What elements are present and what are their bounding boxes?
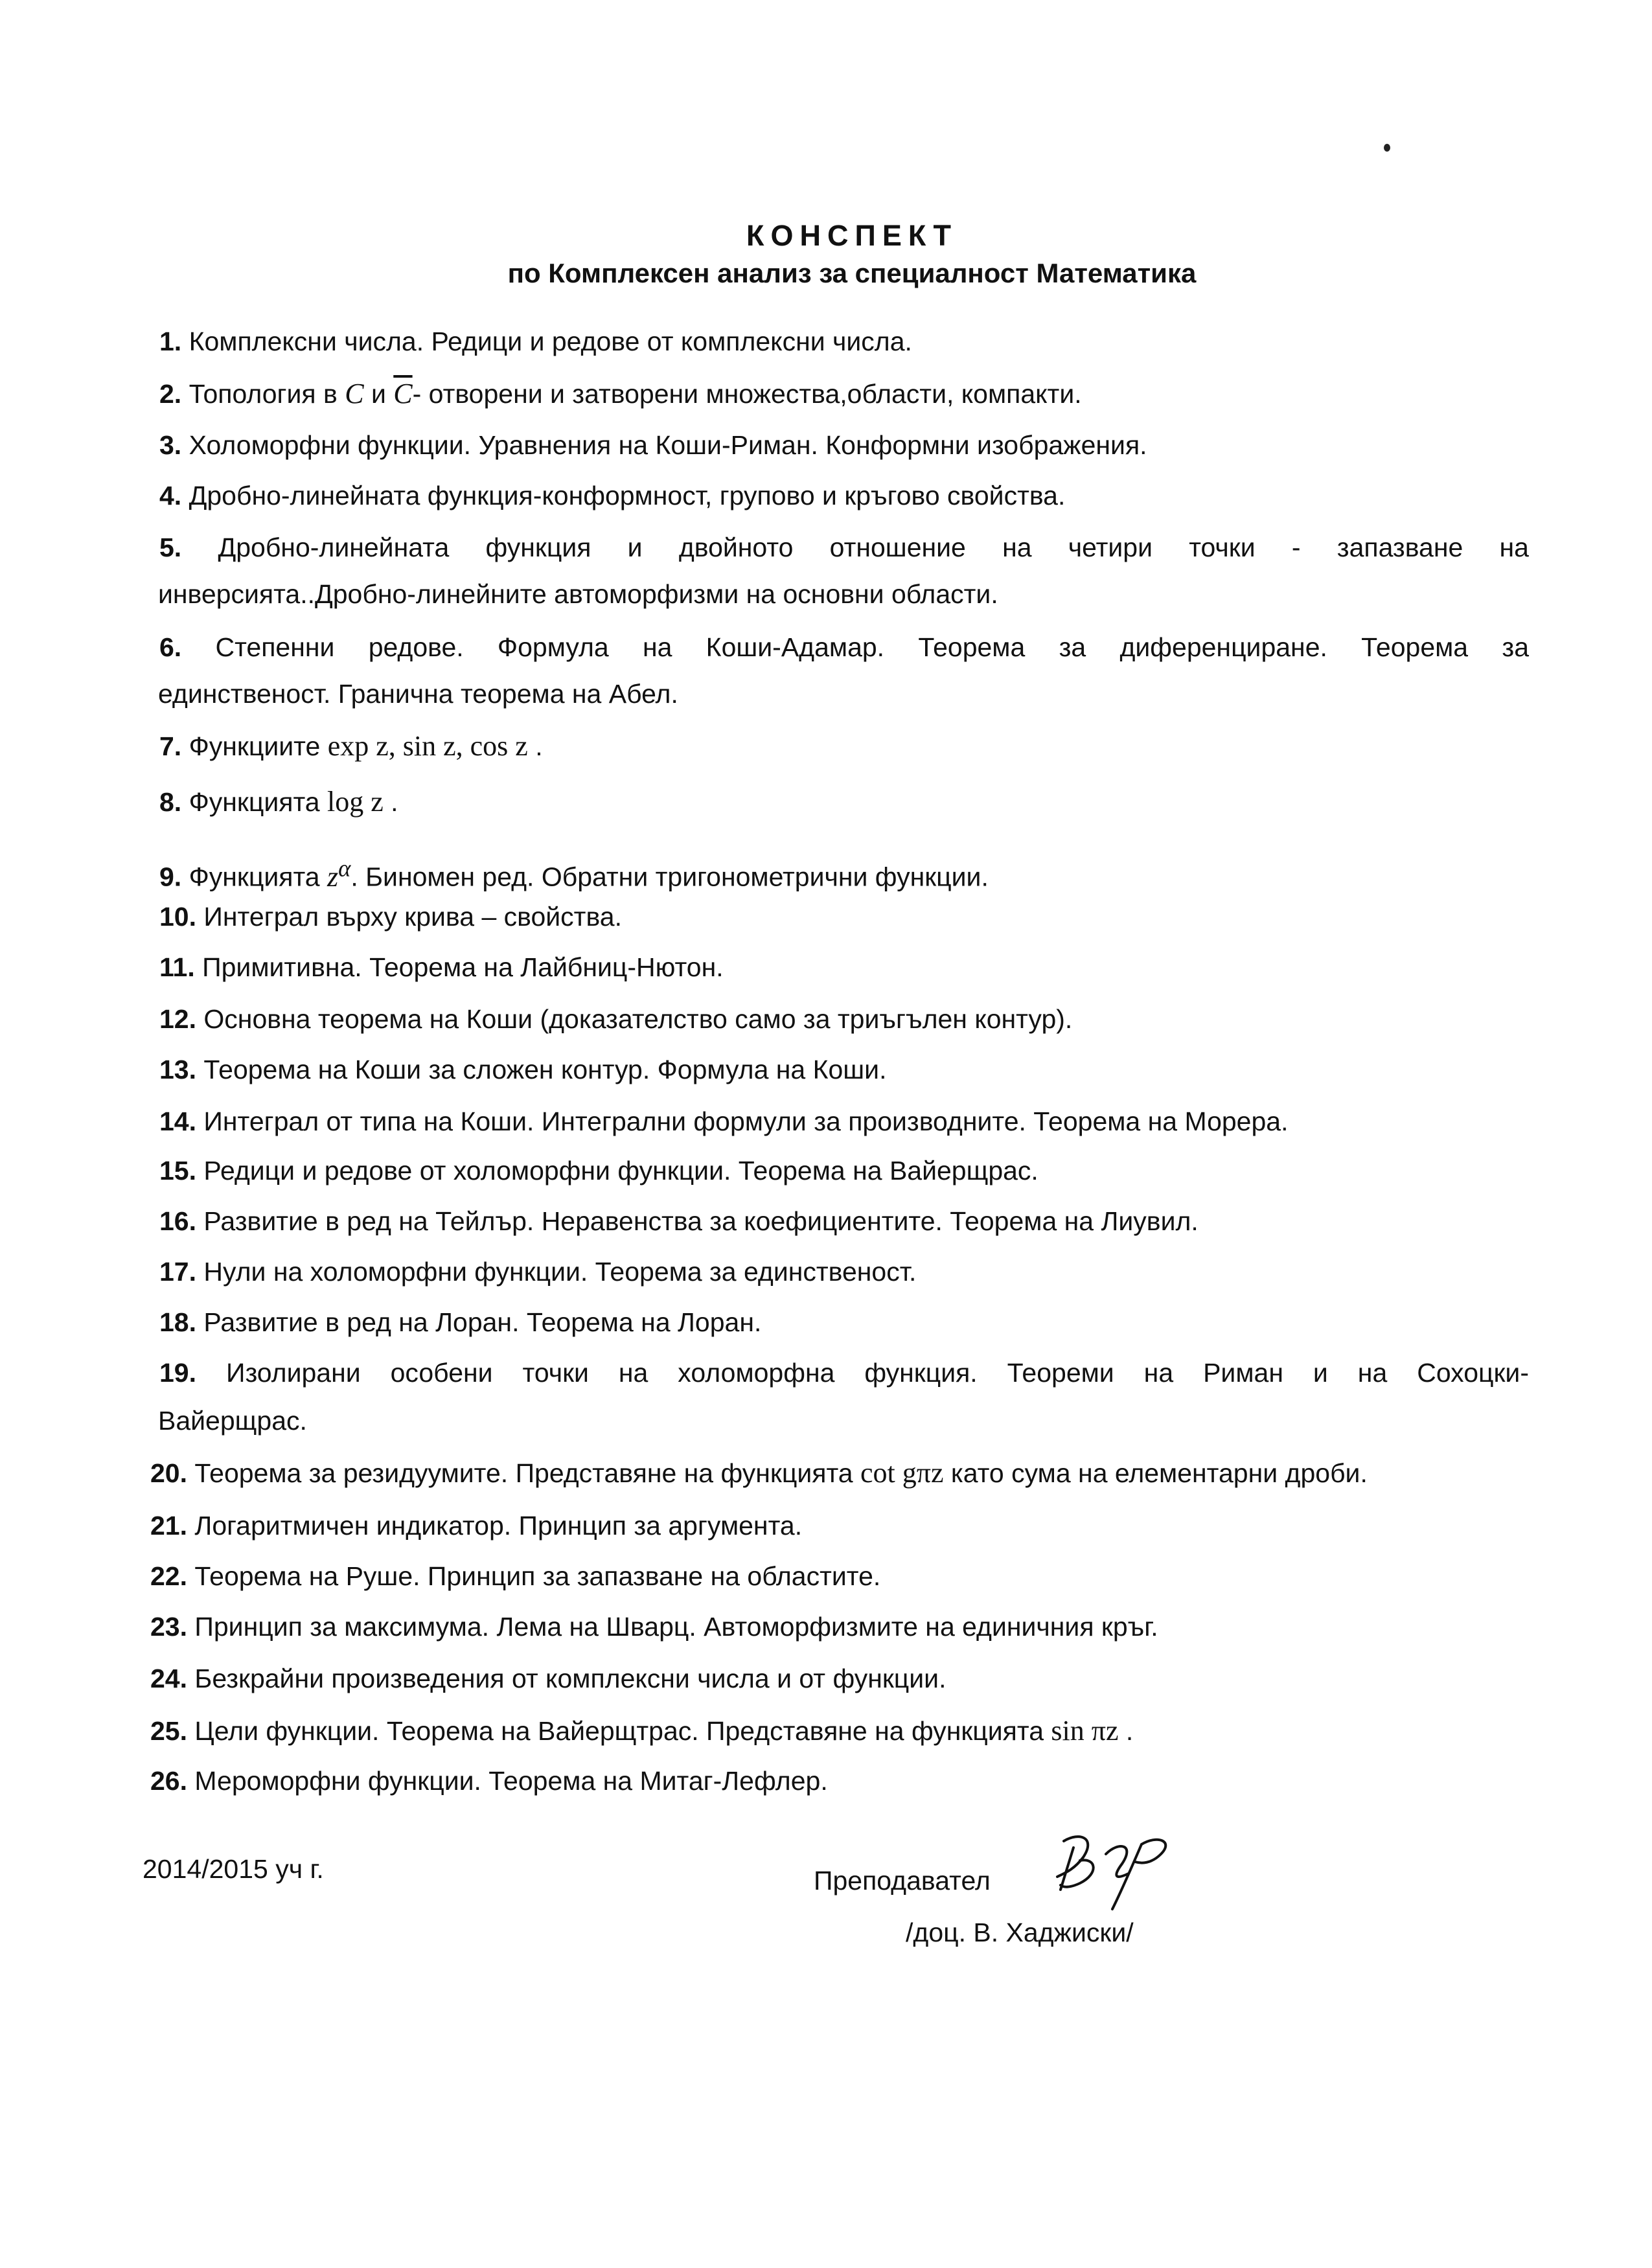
scan-speck <box>1384 144 1390 152</box>
math-cot: cot gπz <box>860 1457 944 1489</box>
handwritten-signature <box>1044 1828 1180 1912</box>
teacher-label: Преподавател <box>814 1866 991 1896</box>
list-item-21: 21. Логаритмичен индикатор. Принцип за аргумента. <box>150 1511 803 1541</box>
list-item-2: 2. Топология в C и $\overline{C}-$ отворени и затворени множества,области, компакти. <box>159 378 1082 409</box>
list-item-5: 5. Дробно-линейната функция и двойното отношение на четири точки - запазване на <box>159 533 1529 562</box>
list-item-20: 20. Теорема за резидуумите. Представяне на функцията cot gπz като сума на елементарни дроби. <box>150 1457 1368 1489</box>
list-item-19: 19. Изолирани особени точки на холоморфна функция. Теореми на Риман и на Сохоцки- <box>159 1358 1529 1388</box>
page-title: КОНСПЕКТ <box>746 219 958 252</box>
list-item-5-continuation: инверсията..Дробно-линейните автоморфизми на основни области. <box>158 579 998 609</box>
list-item-1: 1. Комплексни числа. Редици и редове от комплексни числа. <box>159 326 912 356</box>
list-item-24: 24. Безкрайни произведения от комплексни числа и от функции. <box>150 1664 946 1693</box>
list-item-8: 8. Функцията log z . <box>159 786 398 818</box>
math-exp-sin-cos: exp z, sin z, cos z <box>327 730 528 762</box>
list-item-16: 16. Развитие в ред на Тейлър. Неравенства за коефициентите. Теорема на Лиувил. <box>159 1206 1199 1236</box>
list-item-23: 23. Принцип за максимума. Лема на Шварц. Автоморфизмите на единичния кръг. <box>150 1612 1158 1642</box>
list-item-3: 3. Холоморфни функции. Уравнения на Коши-Риман. Конформни изображения. <box>159 430 1147 460</box>
list-item-18: 18. Развитие в ред на Лоран. Теорема на Лоран. <box>159 1307 762 1337</box>
list-item-25: 25. Цели функции. Теорема на Вайерщтрас. Представяне на функцията sin πz . <box>150 1715 1134 1747</box>
list-item-9: 9. Функцията $z^\alpha$. Биномен ред. Обратни тригонометрични функции. <box>159 854 989 893</box>
list-item-14: 14. Интеграл от типа на Коши. Интегрални формули за производните. Теорема на Морера. <box>159 1106 1289 1136</box>
page-subtitle: по Комплексен анализ за специалност Математика <box>507 258 1197 288</box>
list-item-13: 13. Теорема на Коши за сложен контур. Формула на Коши. <box>159 1055 887 1084</box>
list-item-7: 7. Функциите exp z, sin z, cos z . <box>159 730 543 762</box>
list-item-6: 6. Степенни редове. Формула на Коши-Адамар. Теорема за диференциране. Теорема за <box>159 632 1529 662</box>
list-item-12: 12. Основна теорема на Коши (доказателство само за триъгълен контур). <box>159 1004 1073 1034</box>
list-item-22: 22. Теорема на Руше. Принцип за запазване на областите. <box>150 1561 881 1591</box>
list-item-11: 11. Примитивна. Теорема на Лайбниц-Нютон. <box>159 952 724 982</box>
teacher-name: /доц. В. Хаджиски/ <box>906 1918 1134 1947</box>
list-item-17: 17. Нули на холоморфни функции. Теорема за единственост. <box>159 1257 917 1287</box>
math-sin: sin πz <box>1051 1715 1119 1747</box>
list-item-15: 15. Редици и редове от холоморфни функции. Теорема на Вайерщрас. <box>159 1156 1038 1186</box>
list-item-26: 26. Мероморфни функции. Теорема на Митаг-Лефлер. <box>150 1766 828 1796</box>
list-item-4: 4. Дробно-линейната функция-конформност, групово и кръгово свойства. <box>159 481 1066 510</box>
list-item-6-continuation: единственост. Гранична теорема на Абел. <box>158 679 678 709</box>
list-item-10: 10. Интеграл върху крива – свойства. <box>159 902 622 932</box>
list-item-19-continuation: Вайерщрас. <box>158 1406 307 1436</box>
academic-year: 2014/2015 уч г. <box>143 1854 324 1884</box>
math-log: log z <box>327 786 384 818</box>
